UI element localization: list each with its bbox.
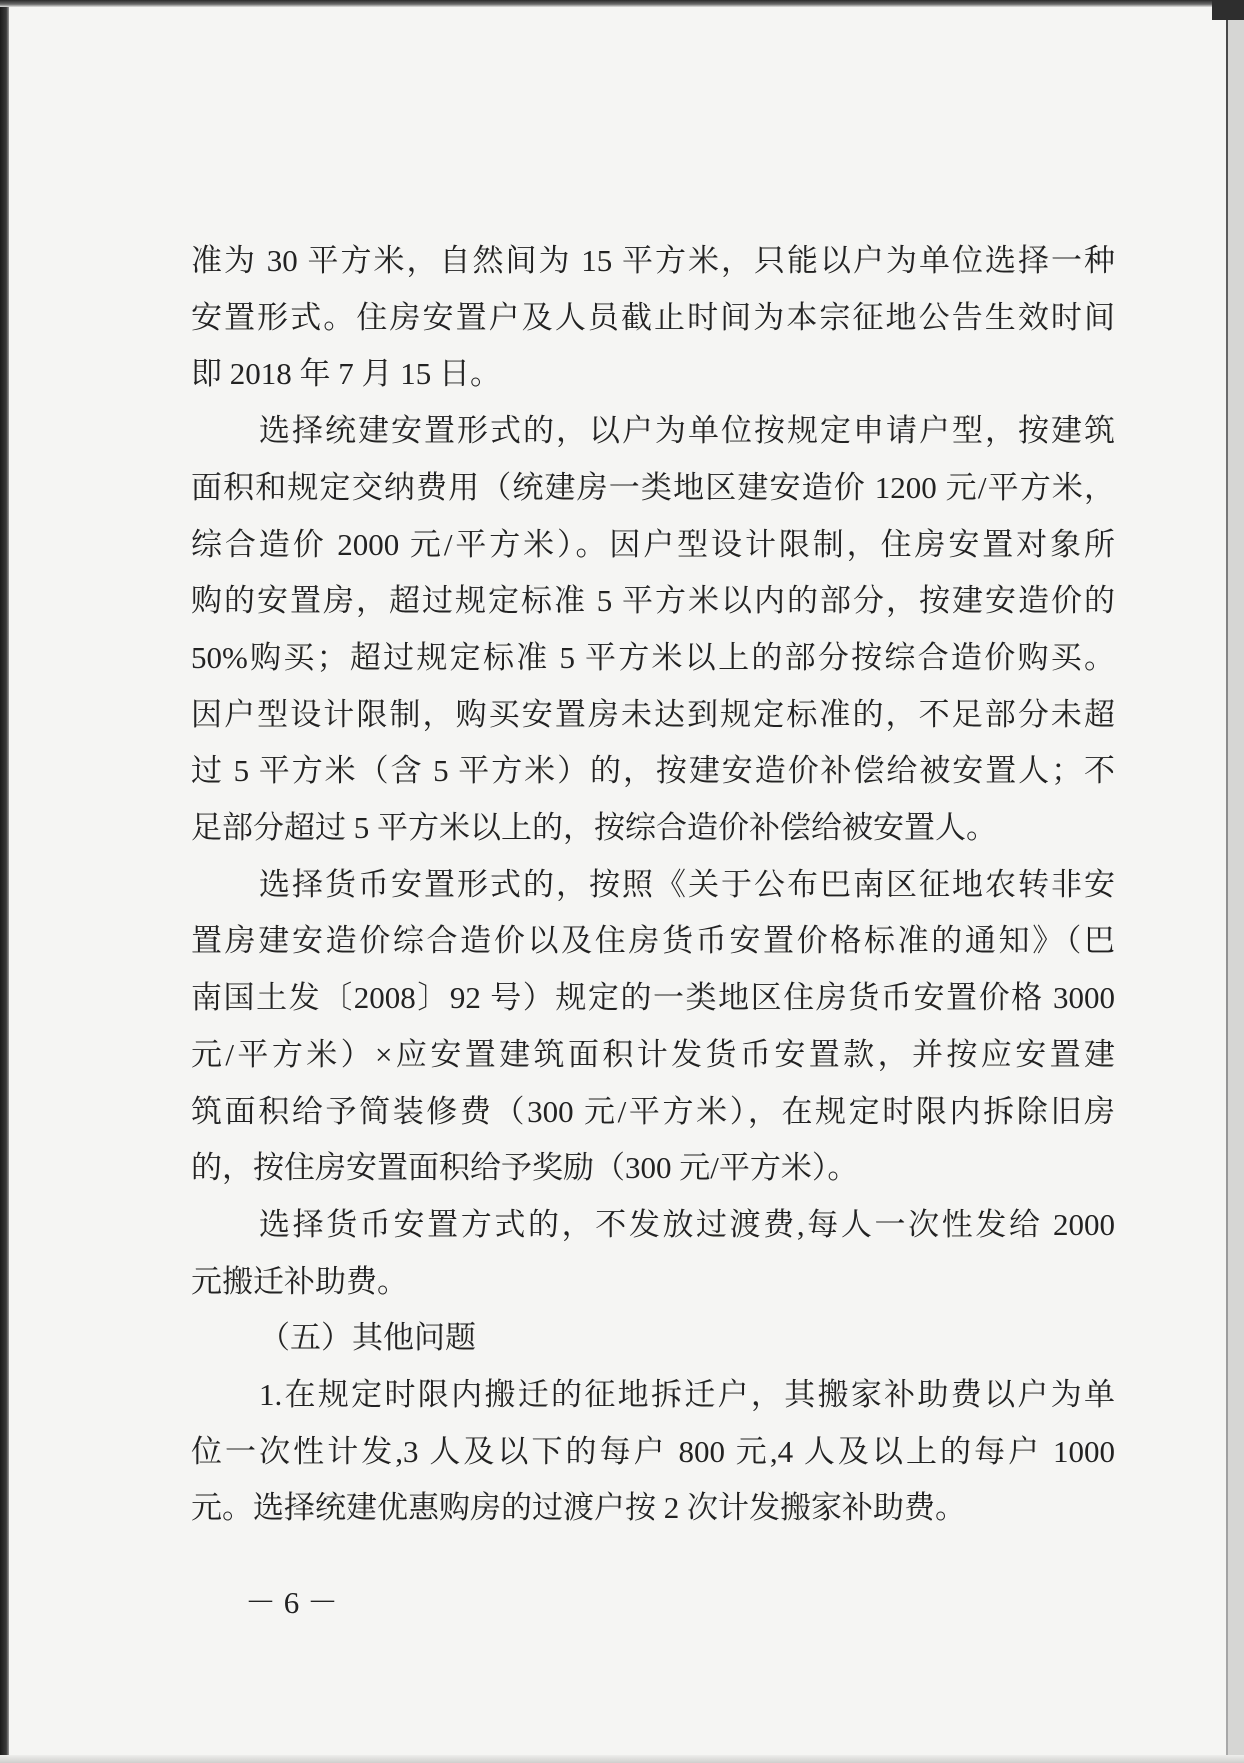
- text-line: 筑面积给予简装修费（300 元/平方米），在规定时限内拆除旧房: [191, 1093, 1115, 1129]
- text-line: 选择货币安置方式的，不发放过渡费,每人一次性发给 2000: [259, 1206, 1115, 1242]
- text-line: 面积和规定交纳费用（统建房一类地区建安造价 1200 元/平方米，: [191, 469, 1115, 505]
- text-line: 购的安置房，超过规定标准 5 平方米以内的部分，按建安造价的: [191, 583, 1115, 619]
- text-line: 因户型设计限制，购买安置房未达到规定标准的，不足部分未超: [191, 696, 1115, 732]
- text-line: 足部分超过 5 平方米以上的，按综合造价补偿给被安置人。: [191, 810, 997, 846]
- text-line: 50%购买；超过规定标准 5 平方米以上的部分按综合造价购买。: [191, 639, 1115, 675]
- text-line: 元搬迁补助费。: [191, 1263, 408, 1299]
- section-heading-text: （五）其他问题: [259, 1320, 476, 1356]
- page-number: － 6 －: [245, 1585, 338, 1620]
- text-line: 的，按住房安置面积给予奖励（300 元/平方米）。: [191, 1150, 859, 1186]
- text-line: 元。选择统建优惠购房的过渡户按 2 次计发搬家补助费。: [191, 1490, 966, 1526]
- paragraph-relocation-subsidy: [191, 1197, 1115, 1310]
- text-line: 即 2018 年 7 月 15 日。: [191, 356, 501, 392]
- text-line: 选择统建安置形式的，以户为单位按规定申请户型，按建筑: [259, 413, 1115, 449]
- scan-edge-bottom: [0, 1755, 1244, 1763]
- scan-edge-left: [0, 0, 9, 1763]
- text-line: 综合造价 2000 元/平方米）。因户型设计限制，住房安置对象所: [191, 526, 1115, 562]
- paragraph-unified-resettlement: [191, 403, 1115, 857]
- section-heading: [191, 1310, 1115, 1367]
- scan-edge-top: [0, 0, 1244, 7]
- text-line: 1.在规定时限内搬迁的征地拆迁户，其搬家补助费以户为单: [259, 1377, 1115, 1413]
- text-line: 元/平方米）×应安置建筑面积计发货币安置款，并按应安置建: [191, 1036, 1115, 1072]
- text-line: 置房建安造价综合造价以及住房货币安置价格标准的通知》（巴: [191, 923, 1115, 959]
- body-text: [191, 233, 1115, 1537]
- paragraph-moving-subsidy: [191, 1367, 1115, 1537]
- text-line: 过 5 平方米（含 5 平方米）的，按建安造价补偿给被安置人；不: [191, 753, 1115, 789]
- text-line: 安置形式。住房安置户及人员截止时间为本宗征地公告生效时间: [191, 299, 1115, 335]
- paragraph-monetary-resettlement: [191, 857, 1115, 1197]
- text-line: 位一次性计发,3 人及以下的每户 800 元,4 人及以上的每户 1000: [191, 1433, 1115, 1469]
- scan-corner-mark: [1212, 0, 1244, 20]
- text-line: 南国土发〔2008〕92 号）规定的一类地区住房货币安置价格 3000: [191, 980, 1115, 1016]
- text-line: 选择货币安置形式的，按照《关于公布巴南区征地农转非安: [259, 866, 1115, 902]
- text-line: 准为 30 平方米，自然间为 15 平方米，只能以户为单位选择一种: [191, 243, 1115, 278]
- paragraph-continued: [191, 233, 1115, 403]
- scan-edge-right-line: [1226, 0, 1228, 1763]
- scan-edge-right: [1228, 0, 1244, 1763]
